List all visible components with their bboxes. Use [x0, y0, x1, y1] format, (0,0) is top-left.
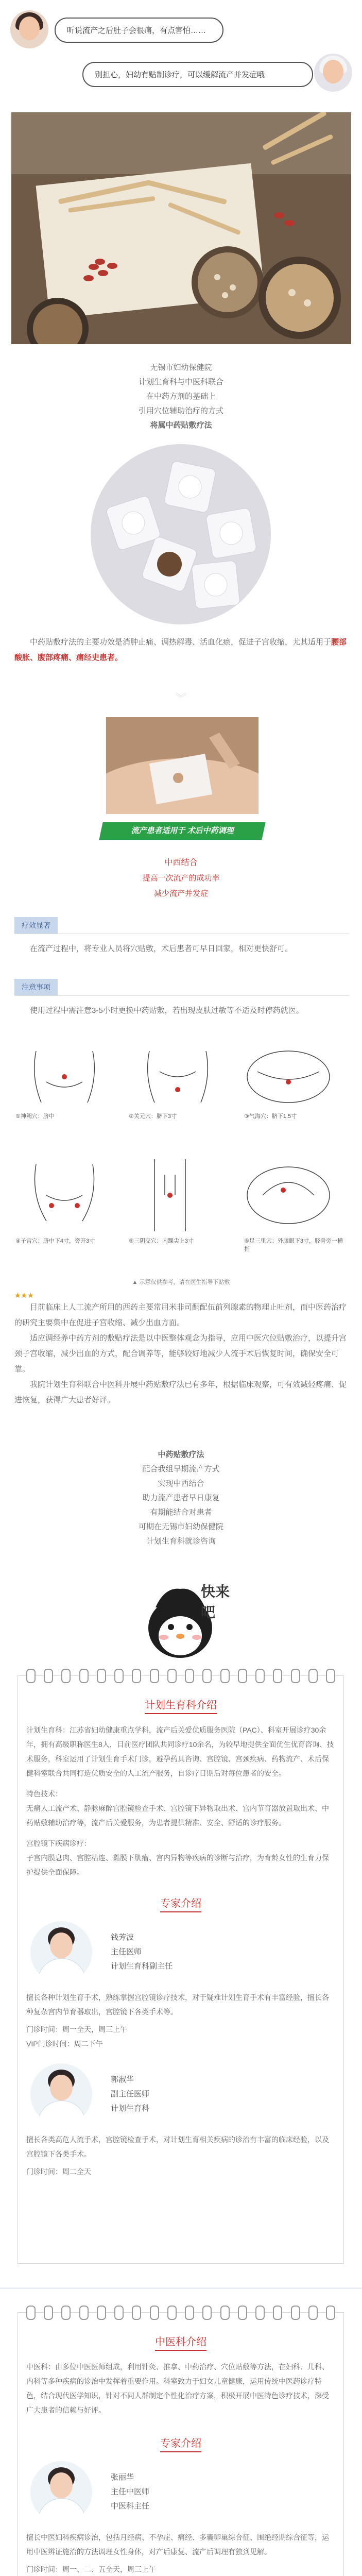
doctor-card	[30, 2063, 331, 2125]
acupoint-label: ③气海穴：脐下1.5寸	[244, 1113, 297, 1120]
doctor-name: 郭淑华	[111, 2075, 134, 2084]
feature-item: 可期在无锡市妇幼保健院	[138, 1522, 223, 1531]
doctor-photo	[30, 2063, 92, 2125]
combo-line: 提高一次流产的成功率	[142, 874, 220, 883]
feature-item: 计划生育科就诊咨询	[146, 1537, 216, 1546]
card1-scope-title: 宫腔镜下疾病诊疗：	[26, 1839, 91, 1848]
feature-item: 有期能结合对患者	[150, 1508, 212, 1517]
features-title: 中药贴敷疗法	[158, 1450, 204, 1459]
intro-line: 计划生育科与中医科联合	[138, 378, 223, 386]
banner-text: 流产患者适用于 术后中药调理	[131, 826, 234, 835]
doctor-hours: 门诊时间：周二全天	[26, 2167, 91, 2176]
therapy-description	[14, 635, 349, 666]
doctor-bubble	[82, 62, 313, 87]
doctor-card	[30, 2461, 331, 2523]
doctor-title: 副主任医师	[111, 2090, 150, 2098]
doctor-hours: 门诊时间：周一全天，周三上午	[26, 2025, 127, 2033]
stars-icon: ★★★	[14, 1291, 34, 1299]
card2-intro: 中医科：由多位中医医师组成，利用针灸、推拿、中药治疗、穴位贴敷等方法，在妇科、儿科、内科等多种疾病的诊治中发挥着重要作用。科室致力于妇女儿童健康，运用传统中医药诊疗特色，结合现代医学知识，针对不同人群制定个性化治疗方案，积极开展中医特色诊疗技术，深受广大患者的信赖与好评。	[26, 2363, 329, 2414]
effects-section	[14, 917, 349, 957]
cartoon-mascot	[144, 1566, 237, 1664]
chevron-down-icon: ︾	[175, 692, 187, 705]
acupoint-label: ②关元穴：脐下3寸	[129, 1113, 177, 1120]
patient-bubble	[55, 18, 223, 43]
care-tag: 注意事项	[14, 979, 58, 995]
care-section	[14, 979, 349, 1019]
doctor-vip-hours: VIP门诊时间：周二下午	[26, 2040, 103, 2048]
intro-highlight: 将属中药贴敷疗法	[150, 421, 212, 430]
doctor-name: 钱芳波	[111, 1933, 134, 1942]
acupoint-label: ⑥足三里穴：外膝眼下3寸，胫骨旁一横指	[244, 1238, 343, 1252]
body2-section	[14, 1291, 349, 1408]
therapy-highlight: 腰部酸胀、腹部疼痛、痛经史患者。	[14, 638, 347, 662]
experts2-title: 专家介绍	[160, 2438, 201, 2452]
acupoint-label: ①神阙穴：脐中	[15, 1113, 55, 1120]
intro-lines	[0, 361, 362, 433]
banner	[99, 822, 265, 840]
doctor-avatar	[314, 54, 352, 92]
figure-caption: ▲ 示意仅供参考，请在医生指导下贴敷	[132, 1279, 230, 1285]
care-text: 使用过程中需注意3-5小时更换中药贴敷，若出现皮肤过敏等不适及时停药就医。	[30, 1006, 304, 1015]
doctor-title: 主任中医师	[111, 2487, 150, 2496]
feature-item: 实现中西结合	[158, 1479, 204, 1488]
card1-intro: 计划生育科：江苏省妇幼健康重点学科，流产后关爱优质服务医院（PAC）、科室开展诊疗30余年，拥有高级职称医生8人，目前医疗团队共同诊疗10余名，为较早地提供全面优生优育咨询、技术服务，科室运用了计划生育手术门诊，避孕药具咨询、宫腔镜、宫颈疾病、药物流产、术后保健科室联合共同打造优质安全的人工流产服务，自诊疗日期后对每位患者的安全。	[26, 1726, 334, 1777]
combo-title: 中西结合	[164, 858, 198, 867]
combo-block	[0, 855, 362, 902]
acupoint-figure	[15, 1041, 347, 1267]
intro-line: 在中药方剂的基础上	[146, 392, 216, 401]
acupoint-label: ⑤三阴交穴：内踝尖上3寸	[129, 1238, 194, 1244]
card1-scope: 子宫内膜息肉、宫腔粘连、黏膜下肌瘤、宫内异物等疾病的诊断与治疗，为育龄女性的生育力保护提供全面保障。	[26, 1854, 329, 1876]
doctor-answer: 别担心，妇幼有贴制诊疗，可以缓解流产并发症哦	[95, 71, 265, 79]
combo-line: 减少流产并发症	[153, 889, 208, 898]
doctor-bio: 擅长各类高危人流手术，宫腔镜检查手术，对计划生育相关疾病的诊治有丰富的临床经验，以及宫腔镜下各类手术。	[26, 2136, 329, 2158]
feature-item: 助力流产患者早日康复	[142, 1494, 220, 1502]
body2-paragraph: 我院计划生育科联合中医科开展中药贴敷疗法已有多年，根据临床观察，可有效减轻疼痛、促进恢复，获得广大患者好评。	[14, 1380, 347, 1404]
features-list	[0, 1448, 362, 1549]
intro-line: 引用穴位辅助治疗的方式	[138, 406, 223, 415]
intro-line: 无锡市妇幼保健院	[150, 363, 212, 372]
binder-rings	[18, 2306, 343, 2320]
doctor-title: 主任医师	[111, 1947, 142, 1956]
doctor-photo	[30, 2461, 92, 2523]
doctor-title: 中医科主任	[111, 2502, 150, 2511]
feature-item: 配合我组早期流产方式	[142, 1465, 220, 1473]
card1-specialty: 无痛人工流产术、静脉麻醉宫腔镜检查手术、宫腔镜下异物取出术、宫内节育器放置取出术、中药贴敷辅助治疗等，流产后关爱服务，为患者提供精准、安全、舒适的诊疗服务。	[26, 1804, 329, 1827]
doctor-title: 计划生育科	[111, 2104, 150, 2113]
effects-tag: 疗效显著	[14, 917, 58, 934]
doctor-photo	[30, 1921, 92, 1983]
body2-paragraph: 目前临床上人工流产所用的西药主要常用米非司酮配伍前列腺素的物理止吐剂，而中医药治疗的研究主要集中在促进子宫收缩、减少出血方面。	[14, 1303, 347, 1327]
chat-section	[0, 0, 362, 103]
doctor-name: 张丽华	[111, 2473, 134, 2482]
patient-avatar	[10, 10, 48, 48]
cartoon-text: 快来吧	[201, 1583, 230, 1621]
experts1-title: 专家介绍	[160, 1898, 201, 1912]
doctor-card	[30, 1921, 331, 1983]
doctor-title: 计划生育科副主任	[111, 1962, 173, 1971]
card-family-planning	[18, 1675, 344, 2264]
application-photo	[106, 717, 258, 814]
effects-text: 在流产过程中，将专业人员将穴贴敷，术后患者可早日回家，相对更快舒可。	[30, 944, 293, 953]
patient-question: 听说流产之后肚子会很痛，有点害怕……	[67, 26, 206, 35]
card2-title: 中医科介绍	[155, 2336, 206, 2351]
acupoint-label: ④子宫穴：脐中下4寸，旁开3寸	[15, 1238, 95, 1244]
doctor-hours: 门诊时间：周一、二、五全天，周三上午	[26, 2565, 156, 2573]
patches-photo	[91, 444, 271, 624]
section-separator	[0, 2287, 362, 2289]
card1-title: 计划生育科介绍	[145, 1700, 217, 1714]
doctor-bio: 擅长中医妇科疾病诊治，包括月经病、不孕症、痛经、多囊卵巢综合征、围绝经期综合征等，运用中医辨证施治的方法调理女性身体，对产后康复、流产后调理有独到见解。	[26, 2533, 329, 2556]
binder-rings	[18, 1669, 343, 1683]
card-tcm	[18, 2312, 344, 2576]
card1-specialty-title: 特色技术：	[26, 1790, 62, 1798]
doctor-bio: 擅长各种计划生育手术，熟练掌握宫腔镜诊疗技术，对于疑难计划生育手术有丰富经验，擅长各种复杂宫内节育器取出，宫腔镜下各类手术等。	[26, 1993, 329, 2016]
herbs-photo	[11, 112, 351, 344]
therapy-text: 中药贴敷疗法的主要功效是消肿止痛、调热解毒、活血化瘀，促进子宫收缩，尤其适用于	[30, 638, 332, 647]
body2-paragraph: 适应调经养中药方剂的敷贴疗法是以中医整体观念为指导，应用中医穴位贴敷治疗，以提升宫颈子宫收缩，减少出血的方式，配合调养等，能够较好地减少人流手术后恢复时间，确保安全可靠。	[14, 1334, 347, 1374]
